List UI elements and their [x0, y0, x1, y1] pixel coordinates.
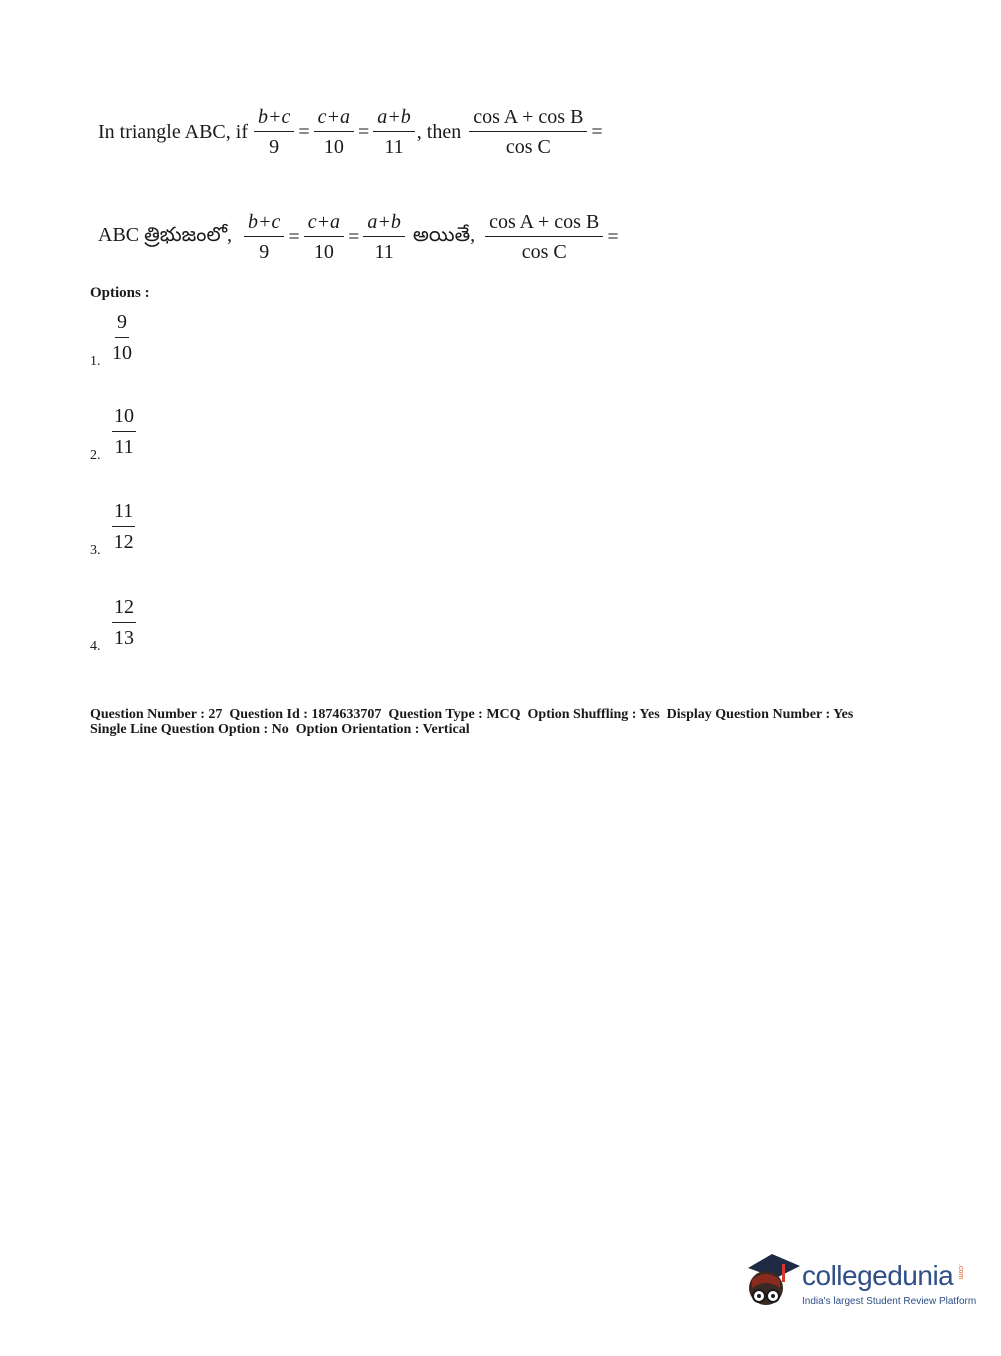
option-3[interactable]	[90, 499, 210, 559]
fraction-a-plus-b: $\frac{a+b}{11}$	[373, 105, 415, 159]
option-fraction: $\frac{9}{10}$	[112, 311, 132, 364]
question-prefix-telugu: ABC త్రిభుజంలో,	[98, 223, 233, 246]
fraction-cos-ratio: $\frac{\text{cos A + cos B}}{\text{cos C}}$	[469, 105, 587, 159]
fraction-cos-ratio: $\frac{\text{cos A + cos B}}{\text{cos C}}$	[485, 210, 603, 264]
question-prefix: In triangle ABC, if	[98, 120, 248, 143]
fraction-c-plus-a: $\frac{c+a}{10}$	[314, 105, 354, 159]
logo-suffix: .com	[957, 1264, 964, 1280]
metadata-line-2: Single Line Question Option : No Option Orientation : Vertical	[90, 722, 470, 737]
option-fraction: $\frac{11}{12}$	[113, 500, 134, 553]
option-4[interactable]	[90, 595, 210, 655]
option-number: 4.	[90, 639, 101, 654]
option-1[interactable]	[90, 310, 210, 370]
question-metadata	[90, 707, 853, 737]
fraction-c-plus-a: $\frac{c+a}{10}$	[304, 210, 344, 264]
metadata-line-1: Question Number : 27 Question Id : 1874633707 Question Type : MCQ Option Shuffling : Yes Display Question Number : Yes	[90, 707, 854, 722]
option-number: 3.	[90, 543, 101, 558]
question-english: In triangle ABC, if $\frac{b+c}{9}$ = $\frac{c+a}{10}$ = $\frac{a+b}{11}$ , then $\frac{\text{cos A + cos B}}{\text{cos C}}$ =	[98, 106, 603, 158]
question-telugu: ABC త్రిభుజంలో, $\frac{b+c}{9}$ = $\frac{c+a}{10}$ = $\frac{a+b}{11}$ అయితే, $\frac{\text{cos A + cos B}}{\text{cos C}}$ =	[98, 211, 619, 263]
question-then-telugu: అయితే,	[412, 223, 476, 246]
logo-tagline: India's largest Student Review Platform	[802, 1296, 977, 1307]
mascot-icon	[742, 1250, 804, 1320]
question-then: , then	[416, 120, 462, 143]
option-2[interactable]	[90, 404, 210, 464]
fraction-b-plus-c: $\frac{b+c}{9}$	[254, 105, 294, 159]
option-fraction: $\frac{12}{13}$	[114, 596, 134, 649]
option-number: 1.	[90, 354, 101, 369]
options-label: Options :	[90, 285, 150, 301]
logo-brand: collegedunia	[802, 1260, 954, 1291]
collegedunia-logo	[742, 1250, 977, 1320]
fraction-a-plus-b: $\frac{a+b}{11}$	[363, 210, 405, 264]
option-fraction: $\frac{10}{11}$	[114, 405, 134, 458]
fraction-b-plus-c: $\frac{b+c}{9}$	[244, 210, 284, 264]
option-number: 2.	[90, 448, 101, 463]
